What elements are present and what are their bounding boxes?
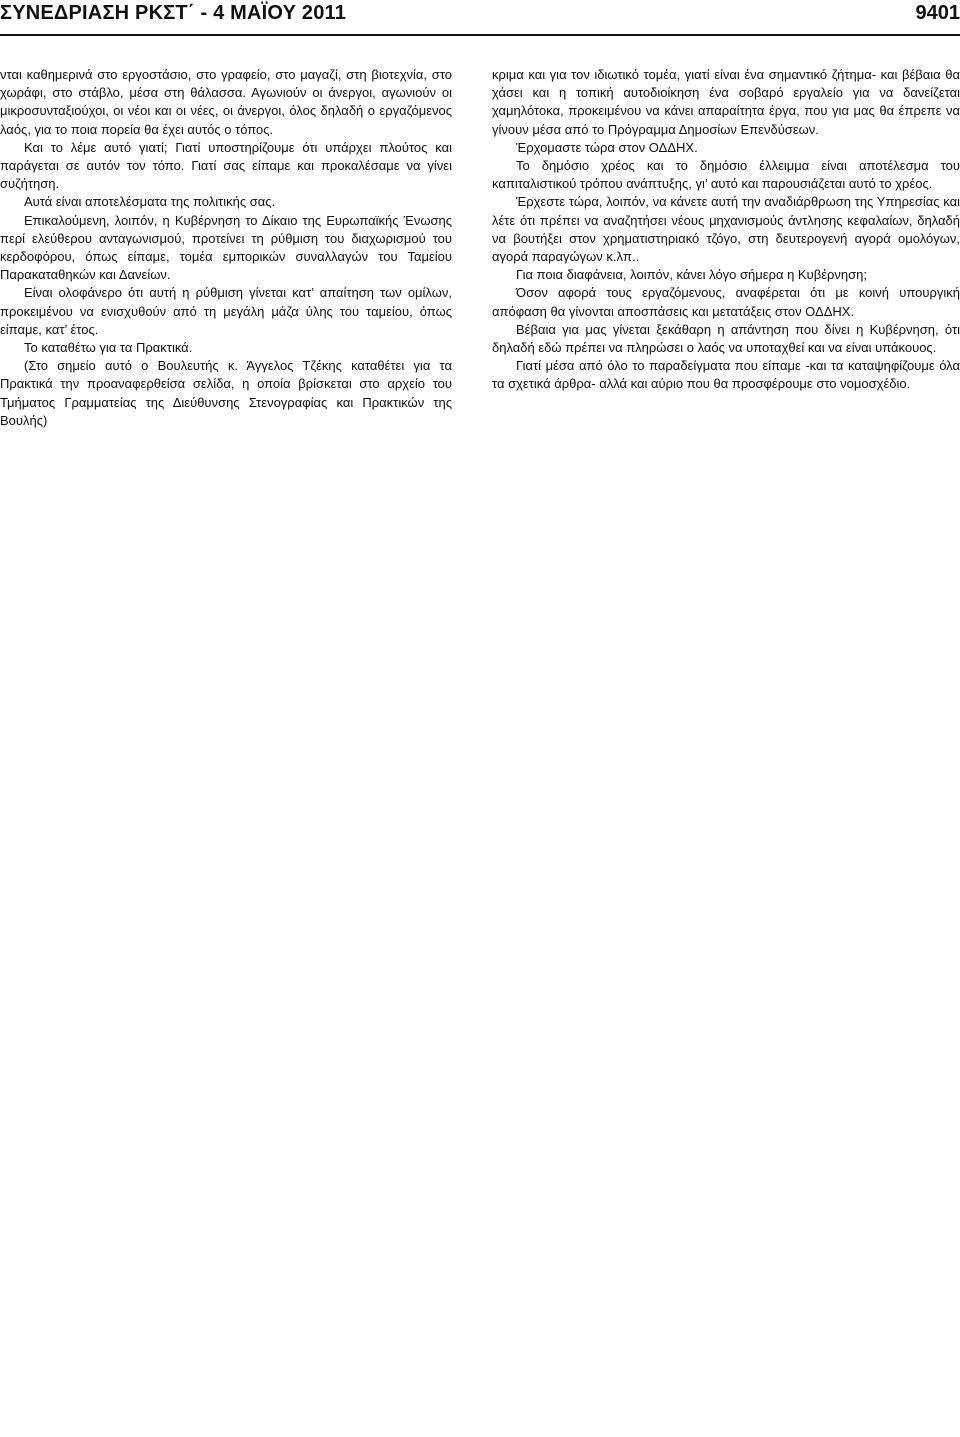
paragraph: Όσον αφορά τους εργαζόμενους, αναφέρεται ότι με κοινή υπουργική απόφαση θα γίνονται αποσπάσεις και μετατάξεις στον ΟΔΔΗΧ. xyxy=(492,285,960,319)
header-rule xyxy=(0,34,960,36)
paragraph: Το καταθέτω για τα Πρακτικά. xyxy=(24,340,193,356)
paragraph: Βέβαια για μας γίνεται ξεκάθαρη η απάντηση που δίνει η Κυβέρνηση, ότι δηλαδή εδώ πρέπει να πληρώσει ο λαός να υποταχθεί και να είναι υπάκουος. xyxy=(492,321,960,356)
right-column xyxy=(492,66,960,394)
paragraph: Και το λέμε αυτό γιατί; Γιατί υποστηρίζουμε ότι υπάρχει πλούτος και παράγεται σε αυτόν τον τόπο. Γιατί σας είπαμε και προκαλέσαμε να γίνει συζήτηση. xyxy=(0,139,452,192)
session-title: ΣΥΝΕΔΡΙΑΣΗ ΡΚΣΤ΄ - 4 ΜΑΪΟΥ 2011 xyxy=(0,2,347,24)
paragraph: Γιατί μέσα από όλο το παραδείγματα που είπαμε -και τα καταψηφίζουμε όλα τα σχετικά άρθρα- αλλά και αύριο που θα προσφέρουμε στο νομοσχέδιο. xyxy=(492,358,960,392)
paragraph: Είναι ολοφάνερο ότι αυτή η ρύθμιση γίνεται κατ’ απαίτηση των ομίλων, προκειμένου να ενισχυθούν από τη μεγάλη μάζα ύλης του ταμείου, όπως είπαμε, κατ’ έτος. xyxy=(0,285,452,337)
paragraph: κριμα και για τον ιδιωτικό τομέα, γιατί είναι ένα σημαντικό ζήτημα- και βέβαια θα χάσει και η τοπική αυτοδιοίκηση ένα σοβαρό εργαλείο για να δανείζεται χαμηλότοκα, προκειμένου να κάνει απαραίτητα έργα, που για μας θα έπρεπε να γίνουν μέσα από το Πρόγραμμα Δημοσίων Επενδύσεων. xyxy=(492,67,960,137)
paragraph: Επικαλούμενη, λοιπόν, η Κυβέρνηση το Δίκαιο της Ευρωπαϊκής Ένωσης περί ελεύθερου ανταγωνισμού, προτείνει τη ρύθμιση του διαχωρισμού του κερδοφόρου, όπως είπαμε, τομέα εμπορικών συναλλαγών του Ταμείου Παρακαταθηκών και Δανείων. xyxy=(0,212,452,283)
left-column xyxy=(0,66,452,430)
paragraph: Το δημόσιο χρέος και το δημόσιο έλλειμμα είναι αποτέλεσμα του καπιταλιστικού τρόπου ανάπτυξης, γι’ αυτό και παρουσιάζεται αυτό το χρέος. xyxy=(492,158,960,192)
paragraph: Αυτά είναι αποτελέσματα της πολιτικής σας. xyxy=(24,194,276,210)
paragraph: (Στο σημείο αυτό ο Βουλευτής κ. Άγγελος Τζέκης καταθέτει για τα Πρακτικά την προαναφερθείσα σελίδα, η οποία βρίσκεται στο αρχείο του Τμήματος Γραμματείας της Διεύθυνσης Στενογραφίας και Πρακτικών της Βουλής) xyxy=(0,358,452,428)
page-header xyxy=(0,0,960,34)
page-number: 9401 xyxy=(915,2,960,24)
paragraph: Για ποια διαφάνεια, λοιπόν, κάνει λόγο σήμερα η Κυβέρνηση; xyxy=(516,267,867,283)
paragraph: Έρχεστε τώρα, λοιπόν, να κάνετε αυτή την αναδιάρθρωση της Υπηρεσίας και λέτε ότι πρέπει να αναζητήσει νέους μηχανισμούς άντλησης κεφαλαίων, δηλαδή να βουτήξει στον χρηματιστηριακό τζόγο, στη δευτερογενή αγορά ομολόγων, αγορά παραγώγων κ.λπ.. xyxy=(492,194,960,265)
paragraph: νται καθημερινά στο εργοστάσιο, στο γραφείο, στο μαγαζί, στη βιοτεχνία, στο χωράφι, στο στάβλο, μέσα στη θάλασσα. Αγωνιούν οι άνεργοι, αγωνιούν οι μικροσυνταξιούχοι, οι νέοι και οι νέες, οι άνεργοι, όλος δηλαδή ο εργαζόμενος λαός, για το ποια πορεία θα έχει αυτός ο τόπος. xyxy=(0,67,452,137)
paragraph: Έρχομαστε τώρα στον ΟΔΔΗΧ. xyxy=(516,139,698,155)
